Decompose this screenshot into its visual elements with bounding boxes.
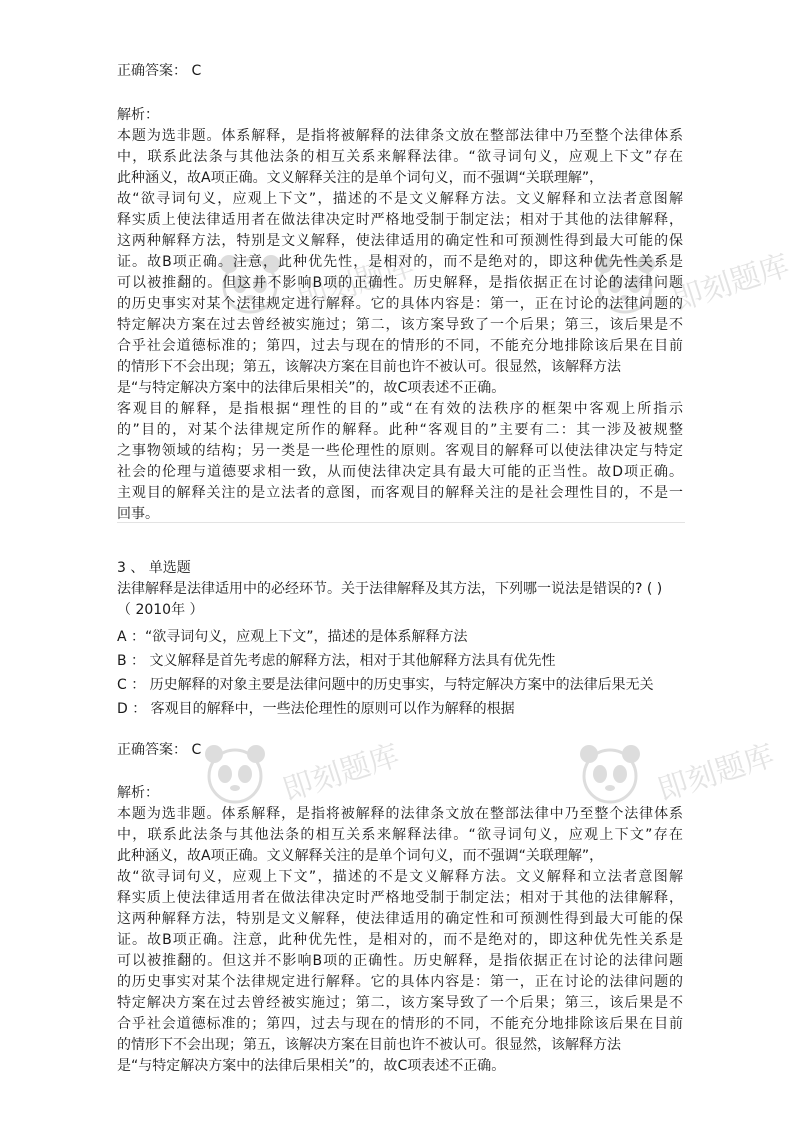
analysis-line: 是“与特定解决方案中的法律后果相关”的，故C项表述不正确。	[117, 1058, 506, 1074]
analysis-label: 解析：	[117, 785, 159, 801]
analysis-line: 的历史事实对某个法律规定进行解释。它的具体内容是：第一，正在讨论的法律问题的	[117, 296, 683, 312]
watermark	[200, 738, 404, 814]
watermark-text: 即刻题库	[668, 248, 794, 319]
analysis-line: 可以被推翻的。但这并不影响B项的正确性。历史解释，是指依据正在讨论的法律问题	[117, 953, 683, 969]
analysis-line: 客观目的解释，是指根据“理性的目的”或“在有效的法秩序的框架中客观上所指示	[117, 401, 683, 417]
option-a: A ：“欲寻词句义，应观上下文”，描述的是体系解释方法	[117, 629, 468, 645]
answer-label: 正确答案： C	[117, 63, 202, 79]
analysis-label: 解析：	[117, 107, 159, 123]
answer-label: 正确答案： C	[117, 742, 202, 758]
analysis-line: 合乎社会道德标准的；第四，过去与现在的情形的不同，不能充分地排除该后果在目前	[117, 1016, 683, 1032]
analysis-line: 本题为选非题。体系解释，是指将被解释的法律条文放在整部法律中乃至整个法律体系	[117, 806, 683, 822]
question-number: 3 、 单选题	[117, 560, 191, 576]
analysis-line: 这两种解释方法，特别是文义解释，使法律适用的确定性和可预测性得到最大可能的保	[117, 911, 683, 927]
analysis-line: 证。故B项正确。注意，此种优先性，是相对的，而不是绝对的，即这种优先性关系是	[117, 254, 683, 270]
question-year: （ 2010年 ）	[117, 602, 204, 618]
watermark	[575, 738, 779, 814]
analysis-line: 的情形下不会出现；第五，该解决方案在目前也许不被认可。很显然，该解释方法	[117, 359, 621, 375]
analysis-line: 主观目的解释关注的是立法者的意图，而客观目的解释关注的是社会理性目的，不是一	[117, 485, 683, 501]
analysis-line: 释实质上使法律适用者在做法律决定时严格地受制于制定法；相对于其他的法律解释，	[117, 212, 683, 228]
option-b: B ： 文义解释是首先考虑的解释方法，相对于其他解释方法具有优先性	[117, 653, 556, 669]
analysis-line: 社会的伦理与道德要求相一致，从而使法律决定具有最大可能的正当性。故D项正确。	[117, 464, 683, 480]
analysis-line: 的”目的，对某个法律规定所作的解释。此种“客观目的”主要有二：其一涉及被规整	[117, 422, 683, 438]
analysis-line: 释实质上使法律适用者在做法律决定时严格地受制于制定法；相对于其他的法律解释，	[117, 890, 683, 906]
analysis-line: 的情形下不会出现；第五，该解决方案在目前也许不被认可。很显然，该解释方法	[117, 1037, 621, 1053]
analysis-line: 合乎社会道德标准的；第四，过去与现在的情形的不同，不能充分地排除该后果在目前	[117, 338, 683, 354]
analysis-line: 特定解决方案在过去曾经被实施过；第二，该方案导致了一个后果；第三，该后果是不	[117, 317, 683, 333]
analysis-line: 是“与特定解决方案中的法律后果相关”的，故C项表述不正确。	[117, 380, 506, 396]
analysis-line: 故“欲寻词句义，应观上下文”，描述的不是文义解释方法。文义解释和立法者意图解	[117, 191, 683, 207]
analysis-line: 之事物领域的结构；另一类是一些伦理性的原则。客观目的解释可以使法律决定与特定	[117, 443, 683, 459]
question-stem: 法律解释是法律适用中的必经环节。关于法律解释及其方法，下列哪一说法是错误的? ( )	[117, 581, 663, 597]
analysis-line: 证。故B项正确。注意，此种优先性，是相对的，而不是绝对的，即这种优先性关系是	[117, 932, 683, 948]
analysis-line: 本题为选非题。体系解释，是指将被解释的法律条文放在整部法律中乃至整个法律体系	[117, 128, 683, 144]
analysis-line: 回事。	[117, 506, 159, 522]
section-divider	[117, 522, 685, 523]
analysis-line: 可以被推翻的。但这并不影响B项的正确性。历史解释，是指依据正在讨论的法律问题	[117, 275, 683, 291]
analysis-line: 这两种解释方法，特别是文义解释，使法律适用的确定性和可预测性得到最大可能的保	[117, 233, 683, 249]
watermark-text: 即刻题库	[293, 248, 419, 319]
analysis-line: 此种涵义，故A项正确。文义解释关注的是单个词句义，而不强调“关联理解”，	[117, 848, 604, 864]
panda-logo-icon	[575, 740, 645, 810]
analysis-line: 特定解决方案在过去曾经被实施过；第二，该方案导致了一个后果；第三，该后果是不	[117, 995, 683, 1011]
analysis-line: 此种涵义，故A项正确。文义解释关注的是单个词句义，而不强调“关联理解”，	[117, 170, 604, 186]
option-c: C ： 历史解释的对象主要是法律问题中的历史事实，与特定解决方案中的法律后果无关	[117, 677, 654, 693]
analysis-line: 的历史事实对某个法律规定进行解释。它的具体内容是：第一，正在讨论的法律问题的	[117, 974, 683, 990]
panda-logo-icon	[200, 740, 270, 810]
option-d: D ： 客观目的解释中，一些法伦理性的原则可以作为解释的根据	[117, 701, 515, 717]
analysis-line: 中，联系此法条与其他法条的相互关系来解释法律。“欲寻词句义，应观上下文”存在	[117, 827, 683, 843]
watermark-text: 即刻题库	[653, 738, 779, 809]
analysis-line: 故“欲寻词句义，应观上下文”，描述的不是文义解释方法。文义解释和立法者意图解	[117, 869, 683, 885]
watermark-text: 即刻题库	[278, 738, 404, 809]
analysis-line: 中，联系此法条与其他法条的相互关系来解释法律。“欲寻词句义，应观上下文”存在	[117, 149, 683, 165]
